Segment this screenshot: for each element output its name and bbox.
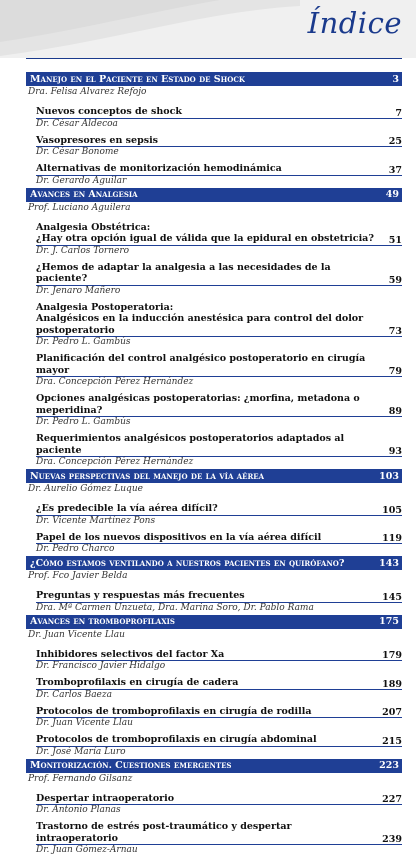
- section-title: Avances en Analgesia: [30, 189, 138, 200]
- section-author: Prof. Fco Javier Belda: [28, 571, 402, 582]
- entry-page: 145: [382, 592, 402, 603]
- entry-title-block: [36, 706, 402, 719]
- toc-entry: [36, 214, 402, 257]
- entry-title-block: [36, 677, 402, 690]
- entry-title-block: [36, 793, 402, 806]
- section-header: [26, 556, 402, 570]
- entry-title: Planificación del control analgésico postoperatorio en cirugía mayor: [36, 353, 376, 376]
- section-header: [26, 188, 402, 202]
- toc-entry: [36, 527, 402, 556]
- entry-page: 239: [382, 834, 402, 845]
- toc-entry: [36, 785, 402, 817]
- toc-section: [26, 556, 402, 614]
- entry-title: Alternativas de monitorización hemodinámica: [36, 163, 376, 175]
- entry-title-block: [36, 302, 402, 338]
- entry-page: 93: [389, 446, 402, 457]
- entry-title: ¿Hay otra opción igual de válida que la epidural en obstetricia?: [36, 233, 376, 245]
- toc-entry: [36, 257, 402, 297]
- entry-title: Analgésicos en la inducción anestésica para control del dolor postoperatorio: [36, 313, 376, 336]
- section-header: [26, 759, 402, 773]
- entry-page: 207: [382, 707, 402, 718]
- entry-title-block: [36, 393, 402, 417]
- section-title: Manejo en el Paciente en Estado de Shock: [30, 74, 245, 85]
- entry-author: Dr. César Aldecoa: [36, 119, 402, 130]
- entry-page: 79: [389, 366, 402, 377]
- entry-title: Despertar intraoperatorio: [36, 793, 376, 805]
- entry-page: 227: [382, 794, 402, 805]
- section-author: Dr. Juan Vicente Llau: [28, 630, 402, 641]
- entry-author: Dr. Jenaro Mañero: [36, 286, 402, 297]
- entry-title-block: [36, 106, 402, 119]
- entry-title: ¿Es predecible la vía aérea difícil?: [36, 503, 376, 515]
- entry-title: Analgesia Obstétrica:: [36, 222, 376, 234]
- entry-title-block: [36, 649, 402, 662]
- entry-title-block: [36, 433, 402, 457]
- entry-title: Analgesia Postoperatoria:: [36, 302, 376, 314]
- toc-entry: [36, 495, 402, 527]
- toc-entry: [36, 729, 402, 758]
- entry-page: 215: [382, 736, 402, 747]
- toc-entry: [36, 98, 402, 130]
- toc-entry: [36, 130, 402, 159]
- section-page: 223: [379, 760, 399, 771]
- entry-author: Dr. Juan Gómez-Arnau: [36, 845, 402, 856]
- entry-author: Dr. Carlos Baeza: [36, 690, 402, 701]
- entry-title-block: [36, 262, 402, 286]
- entry-title-block: [36, 532, 402, 545]
- toc-section: [26, 759, 402, 856]
- entry-title: Protocolos de tromboprofilaxis en cirugía de rodilla: [36, 706, 376, 718]
- entry-author: Dr. Antonio Planas: [36, 805, 402, 816]
- entry-title: Nuevos conceptos de shock: [36, 106, 376, 118]
- entry-title-block: [36, 163, 402, 176]
- toc-section: [26, 615, 402, 758]
- entry-title-block: [36, 135, 402, 148]
- table-of-contents: [26, 72, 402, 856]
- entry-author: Dra. Concepción Pérez Hernández: [36, 377, 402, 388]
- entry-page: 179: [382, 650, 402, 661]
- entry-page: 37: [389, 165, 402, 176]
- entry-page: 51: [389, 235, 402, 246]
- entry-title: Preguntas y respuestas más frecuentes: [36, 590, 376, 602]
- entry-page: 89: [389, 406, 402, 417]
- entry-title: Papel de los nuevos dispositivos en la vía aérea difícil: [36, 532, 376, 544]
- section-title: Avances en tromboprofilaxis: [30, 616, 175, 627]
- toc-entry: [36, 701, 402, 730]
- entry-author: Dr. Pedro L. Gambús: [36, 337, 402, 348]
- section-page: 49: [386, 189, 399, 200]
- entry-title-block: [36, 353, 402, 377]
- entry-author: Dr. Juan Vicente Llau: [36, 718, 402, 729]
- entry-page: 59: [389, 275, 402, 286]
- entry-page: 25: [389, 136, 402, 147]
- toc-section: [26, 188, 402, 469]
- entry-author: Dr. Gerardo Aguilar: [36, 176, 402, 187]
- toc-entry: [36, 428, 402, 468]
- entry-title-block: [36, 222, 402, 246]
- entry-title: Trastorno de estrés post-traumático y despertar intraoperatorio: [36, 821, 376, 844]
- header-decoration: [0, 0, 300, 58]
- entry-author: Dr. Francisco Javier Hidalgo: [36, 661, 402, 672]
- entry-author: Dr. J. Carlos Tornero: [36, 246, 402, 257]
- toc-entry: [36, 641, 402, 673]
- entry-title: ¿Hemos de adaptar la analgesia a las necesidades de la paciente?: [36, 262, 376, 285]
- toc-entry: [36, 816, 402, 856]
- toc-section: [26, 469, 402, 555]
- entry-page: 119: [382, 533, 402, 544]
- entry-page: 73: [389, 326, 402, 337]
- section-header: [26, 469, 402, 483]
- entry-page: 7: [395, 108, 402, 119]
- toc-entry: [36, 297, 402, 349]
- section-author: Prof. Luciano Aguilera: [28, 203, 402, 214]
- entry-title: Protocolos de tromboprofilaxis en cirugía abdominal: [36, 734, 376, 746]
- section-author: Prof. Fernando Gilsanz: [28, 774, 402, 785]
- entry-author: Dra. Mª Carmen Unzueta, Dra. Marina Soro, Dr. Pablo Rama: [36, 603, 402, 614]
- entry-title-block: [36, 821, 402, 845]
- toc-section: [26, 72, 402, 187]
- section-title: ¿Cómo estamos ventilando a nuestros pacientes en quirófano?: [30, 558, 344, 569]
- entry-title-block: [36, 590, 402, 603]
- entry-page: 105: [382, 505, 402, 516]
- entry-author: Dr. César Bonome: [36, 147, 402, 158]
- entry-title: Vasopresores en sepsis: [36, 135, 376, 147]
- entry-title: Inhibidores selectivos del factor Xa: [36, 649, 376, 661]
- header-rule: [26, 58, 402, 59]
- section-header: [26, 72, 402, 86]
- section-page: 103: [379, 471, 399, 482]
- toc-entry: [36, 388, 402, 428]
- entry-title: Requerimientos analgésicos postoperatorios adaptados al paciente: [36, 433, 376, 456]
- section-page: 143: [379, 558, 399, 569]
- entry-author: Dra. Concepción Pérez Hernández: [36, 457, 402, 468]
- entry-title-block: [36, 503, 402, 516]
- section-page: 175: [379, 616, 399, 627]
- entry-page: 189: [382, 679, 402, 690]
- entry-title-block: [36, 734, 402, 747]
- entry-author: Dr. Pedro L. Gambús: [36, 417, 402, 428]
- entry-author: Dr. Pedro Charco: [36, 544, 402, 555]
- entry-author: Dr. José María Luro: [36, 747, 402, 758]
- section-author: Dr. Aurelio Gómez Luque: [28, 484, 402, 495]
- section-title: Monitorización. Cuestiones emergentes: [30, 760, 231, 771]
- section-header: [26, 615, 402, 629]
- section-page: 3: [392, 74, 399, 85]
- toc-entry: [36, 582, 402, 614]
- section-title: Nuevas perspectivas del manejo de la vía aérea: [30, 471, 264, 482]
- entry-title: Opciones analgésicas postoperatorias: ¿morfina, metadona o meperidina?: [36, 393, 376, 416]
- toc-entry: [36, 158, 402, 187]
- entry-title: Tromboprofilaxis en cirugía de cadera: [36, 677, 376, 689]
- toc-entry: [36, 672, 402, 701]
- section-author: Dra. Felisa Alvarez Refojo: [28, 87, 402, 98]
- toc-entry: [36, 348, 402, 388]
- entry-author: Dr. Vicente Martínez Pons: [36, 516, 402, 527]
- page-title: Índice: [308, 6, 402, 40]
